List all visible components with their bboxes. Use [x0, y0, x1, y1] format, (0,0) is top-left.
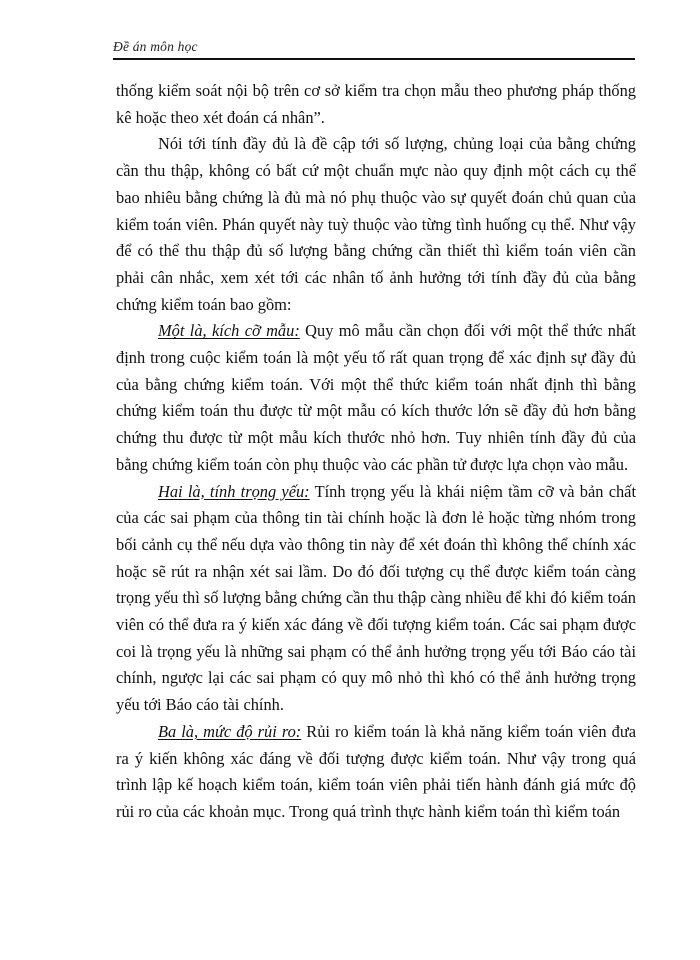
header-title: Đề án môn học — [113, 39, 198, 54]
paragraph-sample-size — [116, 318, 636, 478]
paragraph-risk — [116, 719, 636, 826]
paragraph-materiality-heading: Hai là, tính trọng yếu: — [158, 481, 310, 501]
paragraph-sufficiency: Nói tới tính đầy đủ là đề cập tới số lượng, chủng loại của bằng chứng cần thu thập, không có bất cứ một chuẩn mực nào quy định một cách cụ thể bao nhiêu bằng chứng là đủ mà nó phụ thuộc vào sự quyết đoán chủ quan của kiểm toán viên. Phán quyết này tuỳ thuộc vào từng tình huống cụ thể. Như vậy để có thể thu thập đủ số lượng bằng chứng cần thiết thì kiểm toán viên cần phải cân nhắc, xem xét tới các nhân tố ảnh hưởng tới tính đầy đủ của bằng chứng kiểm toán bao gồm: — [116, 134, 636, 314]
paragraph-risk-heading: Ba là, mức độ rủi ro: — [158, 721, 302, 741]
paragraph-materiality — [116, 479, 636, 719]
page-header — [113, 38, 633, 60]
document-body — [116, 78, 636, 826]
paragraph-sample-size-heading: Một là, kích cỡ mẫu: — [158, 321, 300, 341]
paragraph-materiality-text: Tính trọng yếu là khái niệm tầm cỡ và bản chất của các sai phạm của thông tin tài chính hoặc là đơn lẻ hoặc từng nhóm trong bối cảnh cụ thể nếu dựa vào thông tin này để xét đoán thì không thể chính xác hoặc sẽ rút ra nhận xét sai lầm. Do đó đối tượng cụ thể được kiểm toán càng trọng yếu thì số lượng bằng chứng cần thu thập càng nhiều để khi đó kiểm toán viên có thể đưa ra ý kiến xác đáng về đối tượng kiểm toán. Các sai phạm được coi là trọng yếu là những sai phạm có thể ảnh hưởng trọng yếu tới Báo cáo tài chính, ngược lại các sai phạm có quy mô nhỏ thì khó có thể ảnh hưởng trọng yếu tới Báo cáo tài chính. — [116, 481, 636, 715]
paragraph-continuation: thống kiểm soát nội bộ trên cơ sở kiểm tra chọn mẫu theo phương pháp thống kê hoặc theo xét đoán cá nhân”. — [116, 81, 636, 127]
paragraph-risk-text: Rủi ro kiểm toán là khả năng kiểm toán viên đưa ra ý kiến không xác đáng về đối tượng được kiểm toán. Như vậy trong quá trình lập kế hoạch kiểm toán, kiểm toán viên phải tiến hành đánh giá mức độ rủi ro của các khoản mục. Trong quá trình thực hành kiểm toán thì kiểm toán — [116, 721, 636, 821]
header-divider — [113, 58, 635, 60]
paragraph-sample-size-text: Quy mô mẫu cần chọn đối với một thể thức nhất định trong cuộc kiểm toán là một yếu tố rất quan trọng để xác định sự đầy đủ của bằng chứng kiểm toán. Với một thể thức kiểm toán nhất định thì bằng chứng kiểm toán thu được từ một mẫu có kích thước lớn sẽ đầy đủ hơn bằng chứng thu được từ một mẫu kích thước nhỏ hơn. Tuy nhiên tính đầy đủ của bằng chứng kiểm toán còn phụ thuộc vào các phần tử được lựa chọn vào mẫu. — [116, 321, 636, 474]
